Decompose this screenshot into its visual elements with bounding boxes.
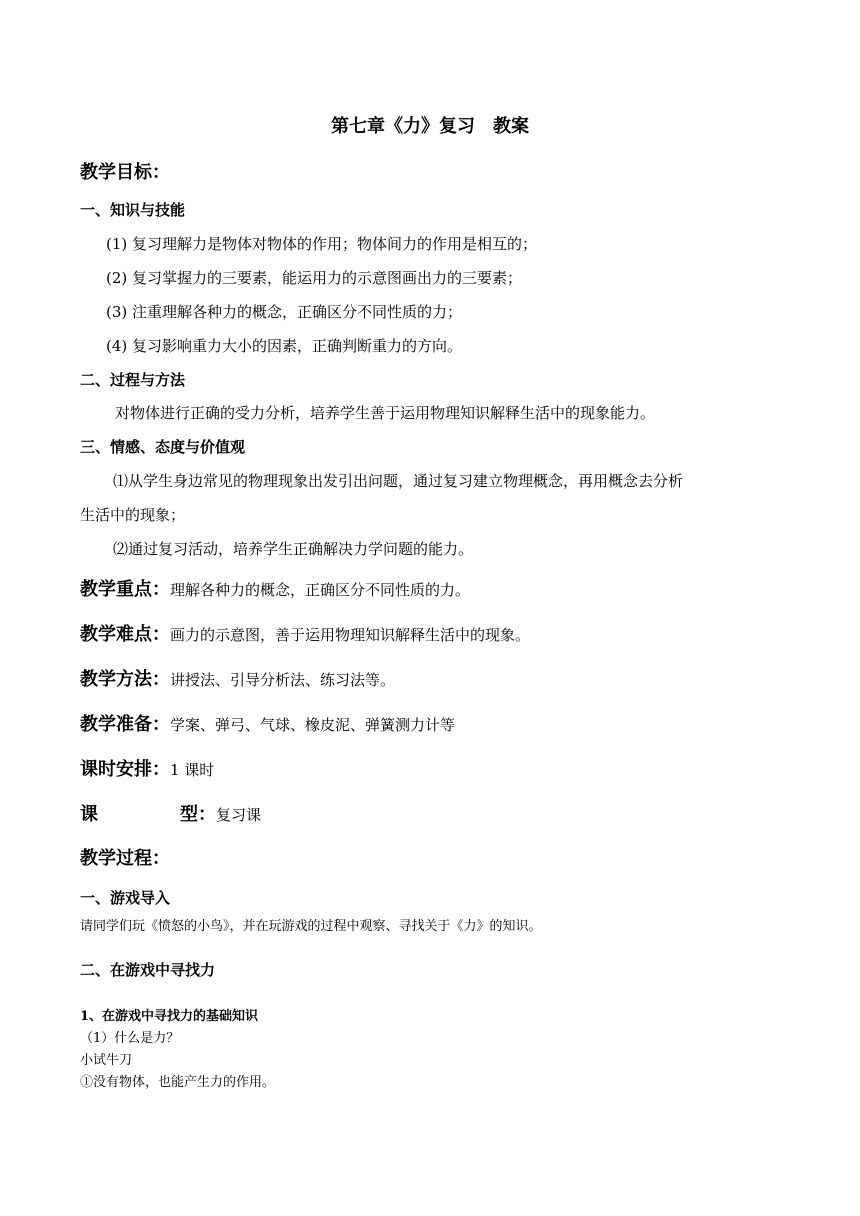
key-point-row (80, 581, 470, 599)
attitude-paragraph-2: ⑵通过复习活动，培养学生正确解决力学问题的能力。 (113, 540, 474, 558)
field-value: 画力的示意图，善于运用物理知识解释生活中的现象。 (170, 626, 531, 644)
preparation-row (80, 716, 455, 734)
field-label: 教学准备： (80, 714, 170, 735)
subsection-heading: 1、在游戏中寻找力的基础知识 (80, 1009, 259, 1024)
field-label: 课时安排： (80, 759, 170, 780)
part-heading-intro: 一、游戏导入 (80, 889, 171, 907)
objective-item: (1) 复习理解力是物体对物体的作用；物体间力的作用是相互的； (106, 235, 538, 253)
field-value: 理解各种力的概念，正确区分不同性质的力。 (170, 581, 471, 599)
attitude-paragraph-1-cont: 生活中的现象； (80, 506, 186, 524)
field-label: 教学难点： (80, 624, 170, 645)
section-heading-process: 二、过程与方法 (80, 371, 186, 389)
field-value: 1 课时 (170, 761, 215, 779)
part-heading-find-force: 二、在游戏中寻找力 (80, 961, 216, 979)
field-label: 教学重点： (80, 579, 170, 600)
objective-item: (3) 注重理解各种力的概念，正确区分不同性质的力； (106, 303, 463, 321)
objectives-heading: 教学目标： (80, 162, 170, 183)
field-label: 型： (180, 804, 216, 825)
section-heading-attitude: 三、情感、态度与价值观 (80, 438, 246, 456)
method-row (80, 671, 395, 689)
practice-label: 小试牛刀 (80, 1053, 133, 1068)
question-text: （1）什么是力？ (80, 1031, 180, 1046)
field-label: 教学方法： (80, 669, 170, 690)
page-title: 第七章《力》复习 教案 (331, 116, 529, 137)
intro-text: 请同学们玩《愤怒的小鸟》，并在玩游戏的过程中观察、寻找关于《力》的知识。 (80, 919, 542, 934)
field-label: 课 (80, 804, 98, 825)
field-value: 复习课 (216, 806, 262, 824)
teaching-process-heading: 教学过程： (80, 848, 170, 869)
section-heading-knowledge: 一、知识与技能 (80, 201, 186, 219)
schedule-row (80, 761, 214, 779)
lesson-type-row (80, 806, 261, 824)
practice-item: ①没有物体，也能产生力的作用。 (80, 1075, 276, 1090)
field-value: 学案、弹弓、气球、橡皮泥、弹簧测力计等 (170, 716, 456, 734)
difficulty-row (80, 626, 530, 644)
attitude-paragraph-1: ⑴从学生身边常见的物理现象出发引出问题，通过复习建立物理概念，再用概念去分析 (113, 472, 684, 490)
objective-item: (4) 复习影响重力大小的因素，正确判断重力的方向。 (106, 337, 463, 355)
process-method-text: 对物体进行正确的受力分析，培养学生善于运用物理知识解释生活中的现象能力。 (115, 404, 656, 422)
field-value: 讲授法、引导分析法、练习法等。 (170, 671, 396, 689)
objective-item: (2) 复习掌握力的三要素，能运用力的示意图画出力的三要素； (106, 269, 523, 287)
